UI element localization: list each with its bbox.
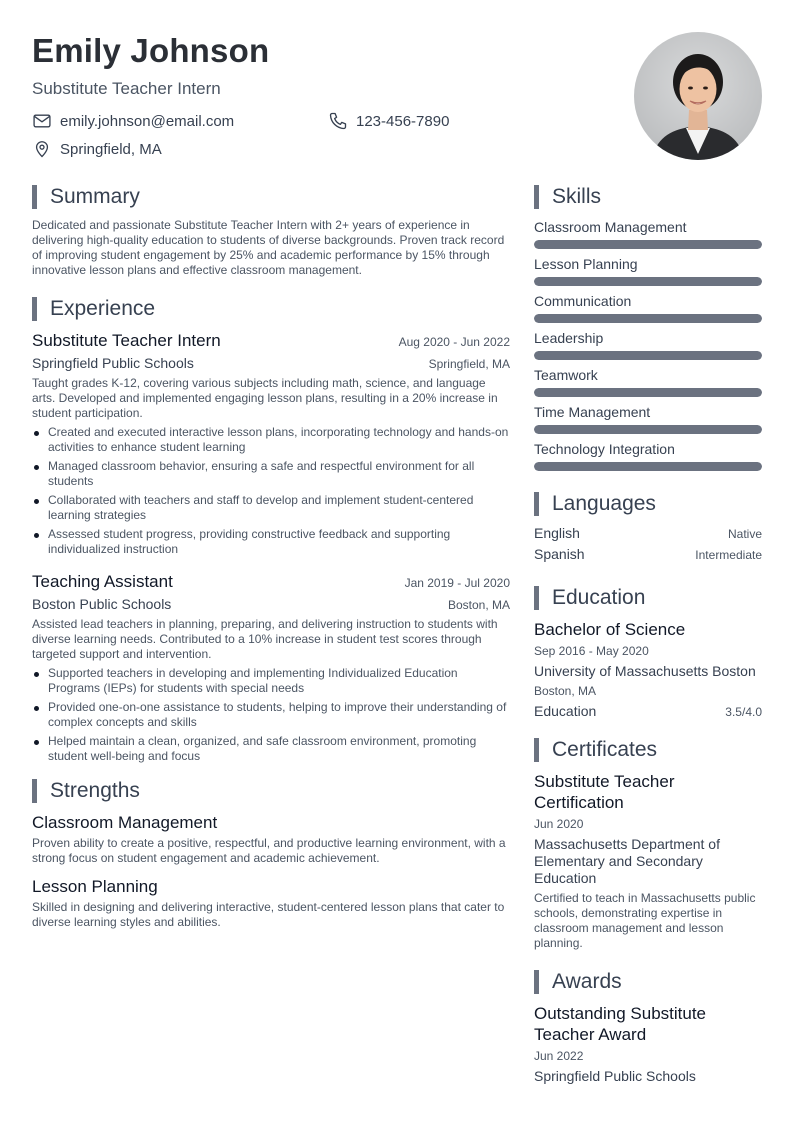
job-bullets	[32, 425, 510, 557]
skill-bar-fill	[534, 388, 762, 397]
language-item	[534, 525, 762, 546]
certificate-title: Substitute Teacher Certification	[534, 772, 675, 812]
skill-label: Lesson Planning	[534, 256, 638, 272]
skill-label: Communication	[534, 293, 632, 309]
language-level: Native	[727, 527, 762, 541]
certificate-text: Certified to teach in Massachusetts public schools, demonstrating expertise in classroom management and lesson planning.	[534, 891, 756, 950]
section-bar	[534, 970, 539, 994]
skills-section	[534, 184, 762, 471]
job-dates: Aug 2020 - Jun 2022	[398, 335, 510, 349]
skill-label: Time Management	[534, 404, 651, 420]
section-bar	[534, 738, 539, 762]
skills-list	[534, 218, 762, 471]
education-section	[534, 585, 762, 719]
section-bar	[32, 185, 37, 209]
section-bar	[534, 185, 539, 209]
list-item: Supported teachers in developing and implementing Individualized Education Programs (IEPs) for students with special needs	[32, 666, 510, 696]
skill-item	[534, 403, 762, 434]
contact-list	[32, 110, 592, 160]
list-item: Assessed student progress, providing constructive feedback and supporting individualized instruction	[32, 527, 510, 557]
job-description: Taught grades K-12, covering various subjects including math, science, and language arts. Developed and implemented engaging lesson plans, resulting in a 20% increase in student participation.	[32, 376, 498, 420]
summary-text: Dedicated and passionate Substitute Teacher Intern with 2+ years of experience in delivering high-quality education to students of diverse backgrounds. Proven track record of improving student engagement by 25% and academic performance by 15% through innovative lesson plans and effective classroom management.	[32, 218, 505, 277]
award-date: Jun 2022	[534, 1049, 584, 1063]
job-location: Boston, MA	[447, 598, 510, 612]
map-pin-icon	[32, 139, 52, 159]
candidate-title: Substitute Teacher Intern	[32, 79, 221, 98]
strength-title: Lesson Planning	[32, 877, 158, 896]
left-column	[32, 184, 510, 940]
gpa-label: Education	[534, 703, 597, 719]
contact-phone	[328, 110, 588, 132]
skills-heading	[534, 184, 762, 210]
summary-heading	[32, 184, 510, 210]
skill-item	[534, 292, 762, 323]
avatar-portrait	[634, 32, 762, 160]
job-description: Assisted lead teachers in planning, preparing, and delivering instruction to students with diverse learning needs. Contributed to a 10% increase in student test scores through targeted support and intervention.	[32, 617, 498, 661]
skill-label: Teamwork	[534, 367, 598, 383]
language-level: Intermediate	[695, 548, 762, 562]
certificates-heading-text: Certificates	[552, 738, 658, 761]
strength-title: Classroom Management	[32, 813, 218, 832]
languages-heading-text: Languages	[552, 492, 656, 515]
skill-bar	[534, 388, 762, 397]
profile-photo	[634, 32, 762, 160]
skill-bar-fill	[534, 277, 762, 286]
languages-section	[534, 491, 762, 567]
phone-icon	[328, 111, 348, 131]
candidate-name: Emily Johnson	[32, 32, 270, 69]
certificate-issuer: Massachusetts Department of Elementary and Secondary Education	[534, 836, 720, 886]
certificates-section	[534, 737, 762, 951]
job-entry	[32, 571, 510, 764]
strengths-section	[32, 778, 510, 930]
skills-heading-text: Skills	[552, 185, 602, 208]
experience-heading-text: Experience	[50, 297, 156, 320]
contact-location	[32, 138, 328, 160]
experience-section	[32, 296, 510, 764]
education-heading	[534, 585, 762, 611]
job-title: Teaching Assistant	[32, 572, 173, 591]
language-name: English	[534, 525, 580, 541]
job-dates: Jan 2019 - Jul 2020	[404, 576, 510, 590]
skill-item	[534, 366, 762, 397]
section-bar	[534, 492, 539, 516]
job-entry	[32, 330, 510, 557]
job-bullets	[32, 666, 510, 764]
envelope-icon	[32, 111, 52, 131]
skill-item	[534, 255, 762, 286]
skill-bar	[534, 351, 762, 360]
skill-item	[534, 440, 762, 471]
skill-item	[534, 218, 762, 249]
degree-title: Bachelor of Science	[534, 620, 686, 639]
awards-section	[534, 969, 762, 1085]
list-item: Collaborated with teachers and staff to develop and implement student-centered learning strategies	[32, 493, 510, 523]
list-item: Provided one-on-one assistance to students, helping to improve their understanding of complex concepts and skills	[32, 700, 510, 730]
skill-bar-fill	[534, 351, 762, 360]
strength-text: Proven ability to create a positive, respectful, and productive learning environment, with a strong focus on student engagement and academic achievement.	[32, 836, 506, 865]
skill-item	[534, 329, 762, 360]
language-name: Spanish	[534, 546, 585, 562]
list-item: Created and executed interactive lesson plans, incorporating technology and hands-on activities to enhance student learning	[32, 425, 510, 455]
skill-label: Leadership	[534, 330, 604, 346]
list-item: Helped maintain a clean, organized, and safe classroom environment, promoting student well-being and focus	[32, 734, 510, 764]
certificate-date: Jun 2020	[534, 817, 584, 831]
skill-bar	[534, 425, 762, 434]
skill-bar	[534, 240, 762, 249]
contact-email	[32, 110, 328, 132]
resume-header	[32, 30, 592, 160]
languages-heading	[534, 491, 762, 517]
skill-label: Technology Integration	[534, 441, 675, 457]
section-bar	[534, 586, 539, 610]
section-bar	[32, 297, 37, 321]
education-heading-text: Education	[552, 586, 646, 609]
skill-bar-fill	[534, 314, 762, 323]
language-item	[534, 546, 762, 567]
skill-bar-fill	[534, 240, 762, 249]
strengths-heading-text: Strengths	[50, 779, 140, 802]
strength-entry	[32, 812, 510, 866]
skill-bar	[534, 462, 762, 471]
awards-heading-text: Awards	[552, 970, 622, 993]
strengths-heading	[32, 778, 510, 804]
summary-section	[32, 184, 510, 278]
skill-bar	[534, 314, 762, 323]
strength-text: Skilled in designing and delivering interactive, student-centered lesson plans that cater to diverse learning styles and abilities.	[32, 900, 505, 929]
job-company: Boston Public Schools	[32, 596, 172, 612]
list-item: Managed classroom behavior, ensuring a safe and respectful environment for all students	[32, 459, 510, 489]
skill-bar-fill	[534, 462, 762, 471]
strength-entry	[32, 876, 510, 930]
email-text: emily.johnson@email.com	[60, 112, 235, 130]
award-org: Springfield Public Schools	[534, 1068, 696, 1084]
gpa-row	[534, 703, 762, 719]
summary-heading-text: Summary	[50, 185, 140, 208]
school-location: Boston, MA	[534, 684, 597, 698]
school-name: University of Massachusetts Boston	[534, 663, 756, 679]
section-bar	[32, 779, 37, 803]
certificates-heading	[534, 737, 762, 763]
location-text: Springfield, MA	[60, 140, 162, 158]
skill-label: Classroom Management	[534, 219, 687, 235]
award-title: Outstanding Substitute Teacher Award	[534, 1004, 707, 1044]
job-title: Substitute Teacher Intern	[32, 331, 221, 350]
education-dates: Sep 2016 - May 2020	[534, 644, 649, 658]
right-column	[534, 184, 762, 1085]
experience-heading	[32, 296, 510, 322]
gpa-value: 3.5/4.0	[725, 705, 762, 719]
job-company: Springfield Public Schools	[32, 355, 194, 371]
awards-heading	[534, 969, 762, 995]
job-location: Springfield, MA	[428, 357, 510, 371]
skill-bar	[534, 277, 762, 286]
phone-text: 123-456-7890	[356, 112, 450, 130]
skill-bar-fill	[534, 425, 762, 434]
